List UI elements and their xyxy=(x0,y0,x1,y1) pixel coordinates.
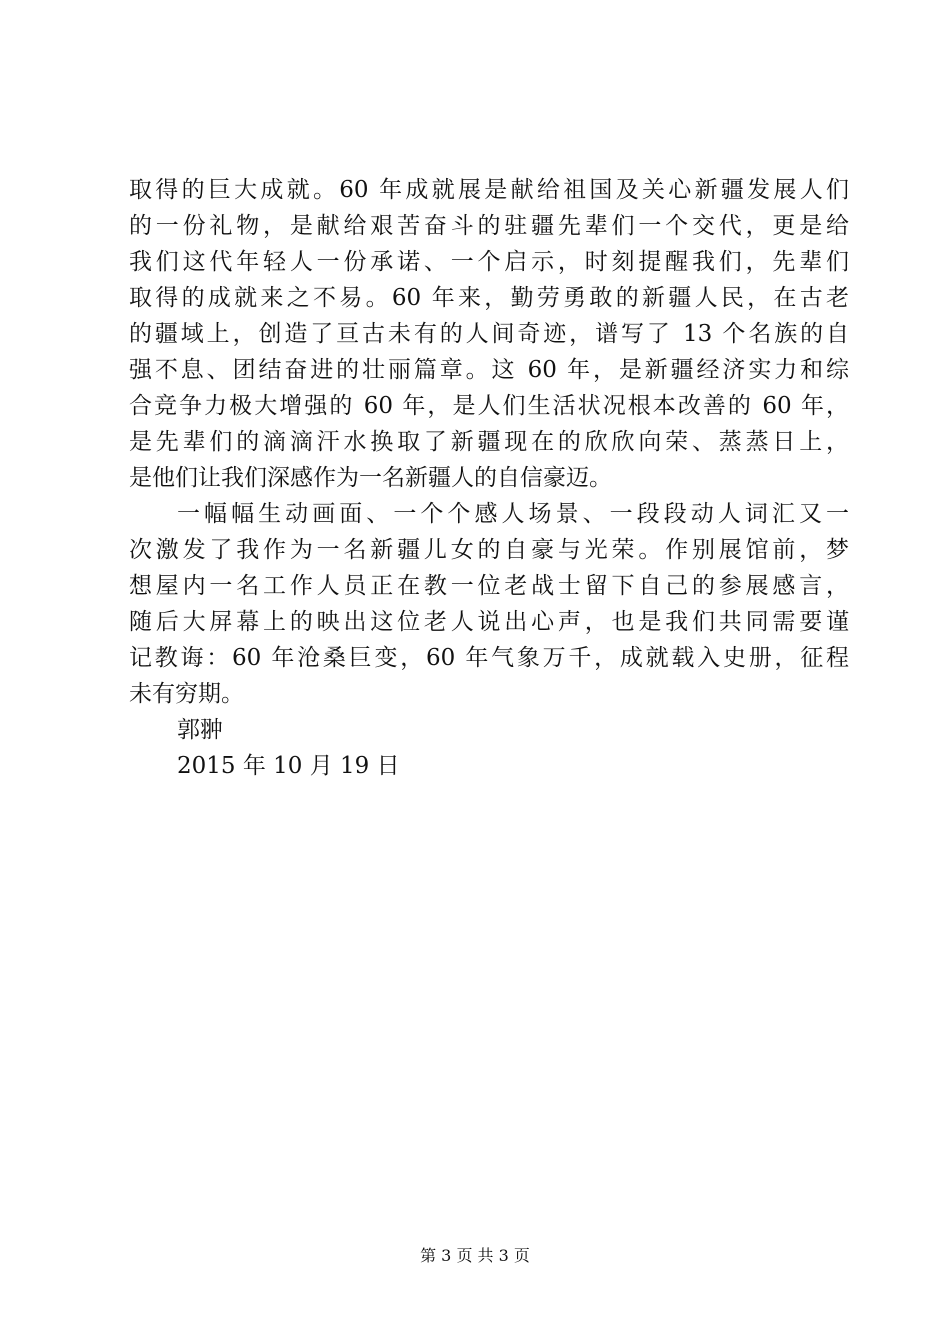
text-line: 想屋内一名工作人员正在教一位老战士留下自己的参展感言， xyxy=(129,573,849,599)
text-line: 是先辈们的滴滴汗水换取了新疆现在的欣欣向荣、蒸蒸日上， xyxy=(129,429,849,455)
text-line: 的疆域上，创造了亘古未有的人间奇迹，谱写了 13 个名族的自 xyxy=(129,321,849,347)
text-line: 强不息、团结奋进的壮丽篇章。这 60 年，是新疆经济实力和综 xyxy=(129,357,849,383)
text-line: 合竞争力极大增强的 60 年，是人们生活状况根本改善的 60 年， xyxy=(129,393,849,419)
text-line: 记教诲：60 年沧桑巨变，60 年气象万千，成就载入史册，征程 xyxy=(129,645,849,671)
text-line: 是他们让我们深感作为一名新疆人的自信豪迈。 xyxy=(129,465,612,491)
signature-date: 2015 年 10 月 19 日 xyxy=(177,753,400,779)
paragraph-1 xyxy=(129,172,849,496)
text-line: 未有穷期。 xyxy=(129,681,244,707)
text-line: 取得的巨大成就。60 年成就展是献给祖国及关心新疆发展人们 xyxy=(129,177,849,203)
page-number-footer: 第 3 页 共 3 页 xyxy=(420,1246,530,1265)
text-line: 一幅幅生动画面、一个个感人场景、一段段动人词汇又一 xyxy=(177,501,849,527)
text-line: 取得的成就来之不易。60 年来，勤劳勇敢的新疆人民，在古老 xyxy=(129,285,849,311)
text-line: 随后大屏幕上的映出这位老人说出心声，也是我们共同需要谨 xyxy=(129,609,849,635)
paragraph-2 xyxy=(129,496,849,712)
text-line: 的一份礼物，是献给艰苦奋斗的驻疆先辈们一个交代，更是给 xyxy=(129,213,849,239)
text-line: 我们这代年轻人一份承诺、一个启示，时刻提醒我们，先辈们 xyxy=(129,249,849,275)
document-body xyxy=(129,172,849,784)
signature-name: 郭翀 xyxy=(177,717,223,743)
text-line: 次激发了我作为一名新疆儿女的自豪与光荣。作别展馆前，梦 xyxy=(129,537,849,563)
